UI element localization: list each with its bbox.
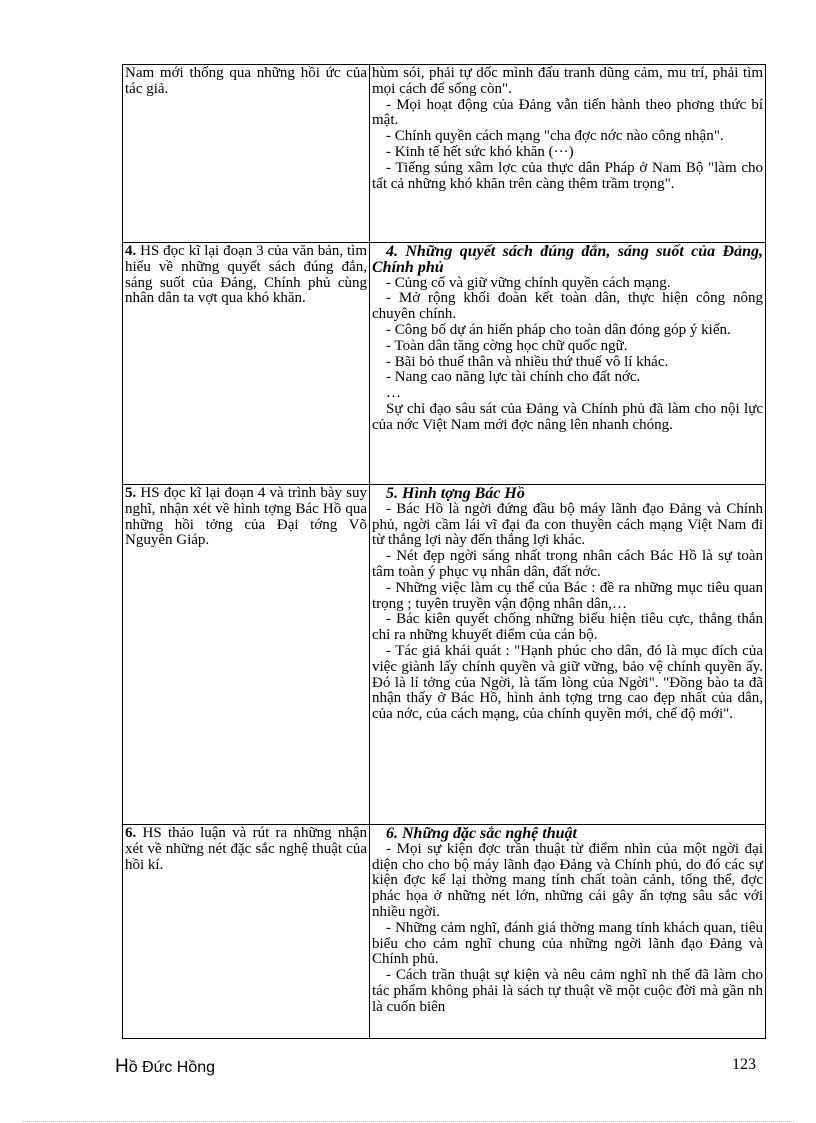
- content-cell: [370, 485, 766, 825]
- activity-number: 6.: [125, 825, 137, 841]
- section-heading: 5. Hình tợng Bác Hồ: [386, 485, 525, 502]
- activity-text: HS đọc kĩ lại đoạn 4 và trình bày suy nghĩ, nhận xét về hình tợng Bác Hồ qua những hồi tởng của Đại tớng Võ Nguyên Giáp.: [125, 485, 368, 549]
- content-cell: [370, 243, 766, 485]
- activity-text: Nam mới thống qua những hồi ức của tác giả.: [125, 65, 367, 97]
- content-cell: [370, 825, 766, 1039]
- content-line: - Kinh tế hết sức khó khăn (···): [386, 143, 574, 160]
- activity-text: HS đọc kĩ lại đoạn 3 của văn bản, tìm hiểu về những quyết sách đúng đắn, sáng suốt của Đảng, Chính phủ cùng nhân dân ta vợt qua khó khăn.: [125, 243, 367, 307]
- lesson-table-body: [123, 65, 766, 1039]
- table-row: [123, 65, 766, 243]
- content-line: - Mở rộng khối đoàn kết toàn dân, thực hiện công nông chuyên chính.: [372, 290, 763, 323]
- table-row: [123, 825, 766, 1039]
- content-line: - Tác giả khái quát : "Hạnh phúc cho dân, đó là mục đích của việc giành lấy chính quyền và giữ vững, bảo vệ chính quyền ấy. Đó là lí tởng của Ngời, là tấm lòng của Ngời". "Đồng bào ta đã nhận thấy ở Bác Hồ, hình ảnh tợng trng cao đẹp nhất của dân, của nớc, của cách mạng, của chính quyền mới, chế độ mới".: [372, 642, 763, 723]
- content-line: - Nét đẹp ngời sáng nhất trong nhân cách Bác Hồ là sự toàn tâm toàn ý phục vụ nhân dân, đất nớc.: [372, 548, 763, 580]
- page-number: 123: [732, 1056, 756, 1073]
- activity-text: HS thảo luận và rút ra những nhận xét về những nét đặc sắc nghệ thuật của hồi kí.: [125, 825, 368, 873]
- content-line: - Toàn dân tăng cờng học chữ quốc ngữ.: [386, 337, 628, 354]
- content-line: - Bác kiên quyết chống những biểu hiện tiêu cực, thẳng thắn chỉ ra những khuyết điểm của cán bộ.: [372, 611, 763, 644]
- table-row: [123, 485, 766, 825]
- content-line: - Những cảm nghĩ, đánh giá thờng mang tính khách quan, tiêu biểu cho cảm nghĩ chung của những ngời lãnh đạo Đảng và Chính phủ.: [372, 919, 763, 968]
- content-line: - Nang cao năng lực tài chính cho đất nớc.: [386, 369, 641, 386]
- table-row: [123, 243, 766, 485]
- activity-cell: [123, 825, 370, 1039]
- content-line: - Mọi hoạt động của Đảng vẫn tiến hành theo phơng thức bí mật.: [372, 96, 763, 129]
- content-line: - Bãi bỏ thuế thân và nhiều thứ thuế vô lí khác.: [386, 353, 669, 370]
- lesson-table: [122, 64, 766, 1039]
- content-line: - Bác Hồ là ngời đứng đầu bộ máy lãnh đạo Đảng và Chính phủ, ngời cầm lái vĩ đại đa con thuyền cách mạng Việt Nam đi từ thắng lợi này đến thắng lợi khác.: [372, 500, 763, 549]
- content-line: Sự chỉ đạo sâu sát của Đảng và Chính phủ đã làm cho nội lực của nớc Việt Nam mới đợc nâng lên nhanh chóng.: [372, 400, 763, 433]
- content-line: - Chính quyền cách mạng "cha đợc nớc nào công nhận".: [386, 128, 724, 145]
- content-line: - Củng cố và giữ vững chính quyền cách mạng.: [386, 274, 671, 291]
- footer-author-initial: H: [115, 1056, 129, 1077]
- activity-number: 4.: [125, 243, 137, 259]
- content-line: - Cách trần thuật sự kiện và nêu cảm nghĩ nh thế đã làm cho tác phẩm không phải là sách tự thuật về một cuộc đời mà gần nh là cuốn biên: [372, 967, 763, 1015]
- content-line: - Những việc làm cụ thể của Bác : đề ra những mục tiêu quan trọng ; tuyên truyền vận động nhân dân,…: [372, 579, 763, 612]
- content-line: - Mọi sự kiện đợc trần thuật từ điểm nhìn của một ngời đại diện cho cho bộ máy lãnh đạo Đảng và Chính phủ, do đó các sự kiện đợc kể lại thờng mang tính chất toàn cảnh, tổng thể, đợc phác họa ở những nét lớn, những cái gây ấn tợng sâu sắc với nhiều ngời.: [372, 840, 763, 920]
- activity-number: 5.: [125, 485, 137, 501]
- page-bottom-divider: [22, 1121, 794, 1122]
- activity-cell: [123, 485, 370, 825]
- section-heading: 4. Những quyết sách đúng đắn, sáng suốt của Đảng, Chính phủ: [372, 243, 763, 276]
- content-line: - Tiếng súng xâm lợc của thực dân Pháp ở Nam Bộ "làm cho tất cả những khó khăn trên càng thêm trầm trọng".: [372, 159, 763, 192]
- content-line: …: [386, 385, 401, 402]
- footer-author-rest: ồ Đức Hồng: [128, 1059, 216, 1076]
- activity-cell: [123, 65, 370, 243]
- content-cell: [370, 65, 766, 243]
- section-heading: 6. Những đặc sắc nghệ thuật: [386, 825, 577, 842]
- content-line: hùm sói, phải tự dốc mình đấu tranh dũng cảm, mu trí, phải tìm mọi cách để sống còn".: [372, 65, 763, 97]
- footer-author: [115, 1056, 215, 1078]
- content-line: - Công bố dự án hiến pháp cho toàn dân đóng góp ý kiến.: [386, 321, 731, 338]
- activity-cell: [123, 243, 370, 485]
